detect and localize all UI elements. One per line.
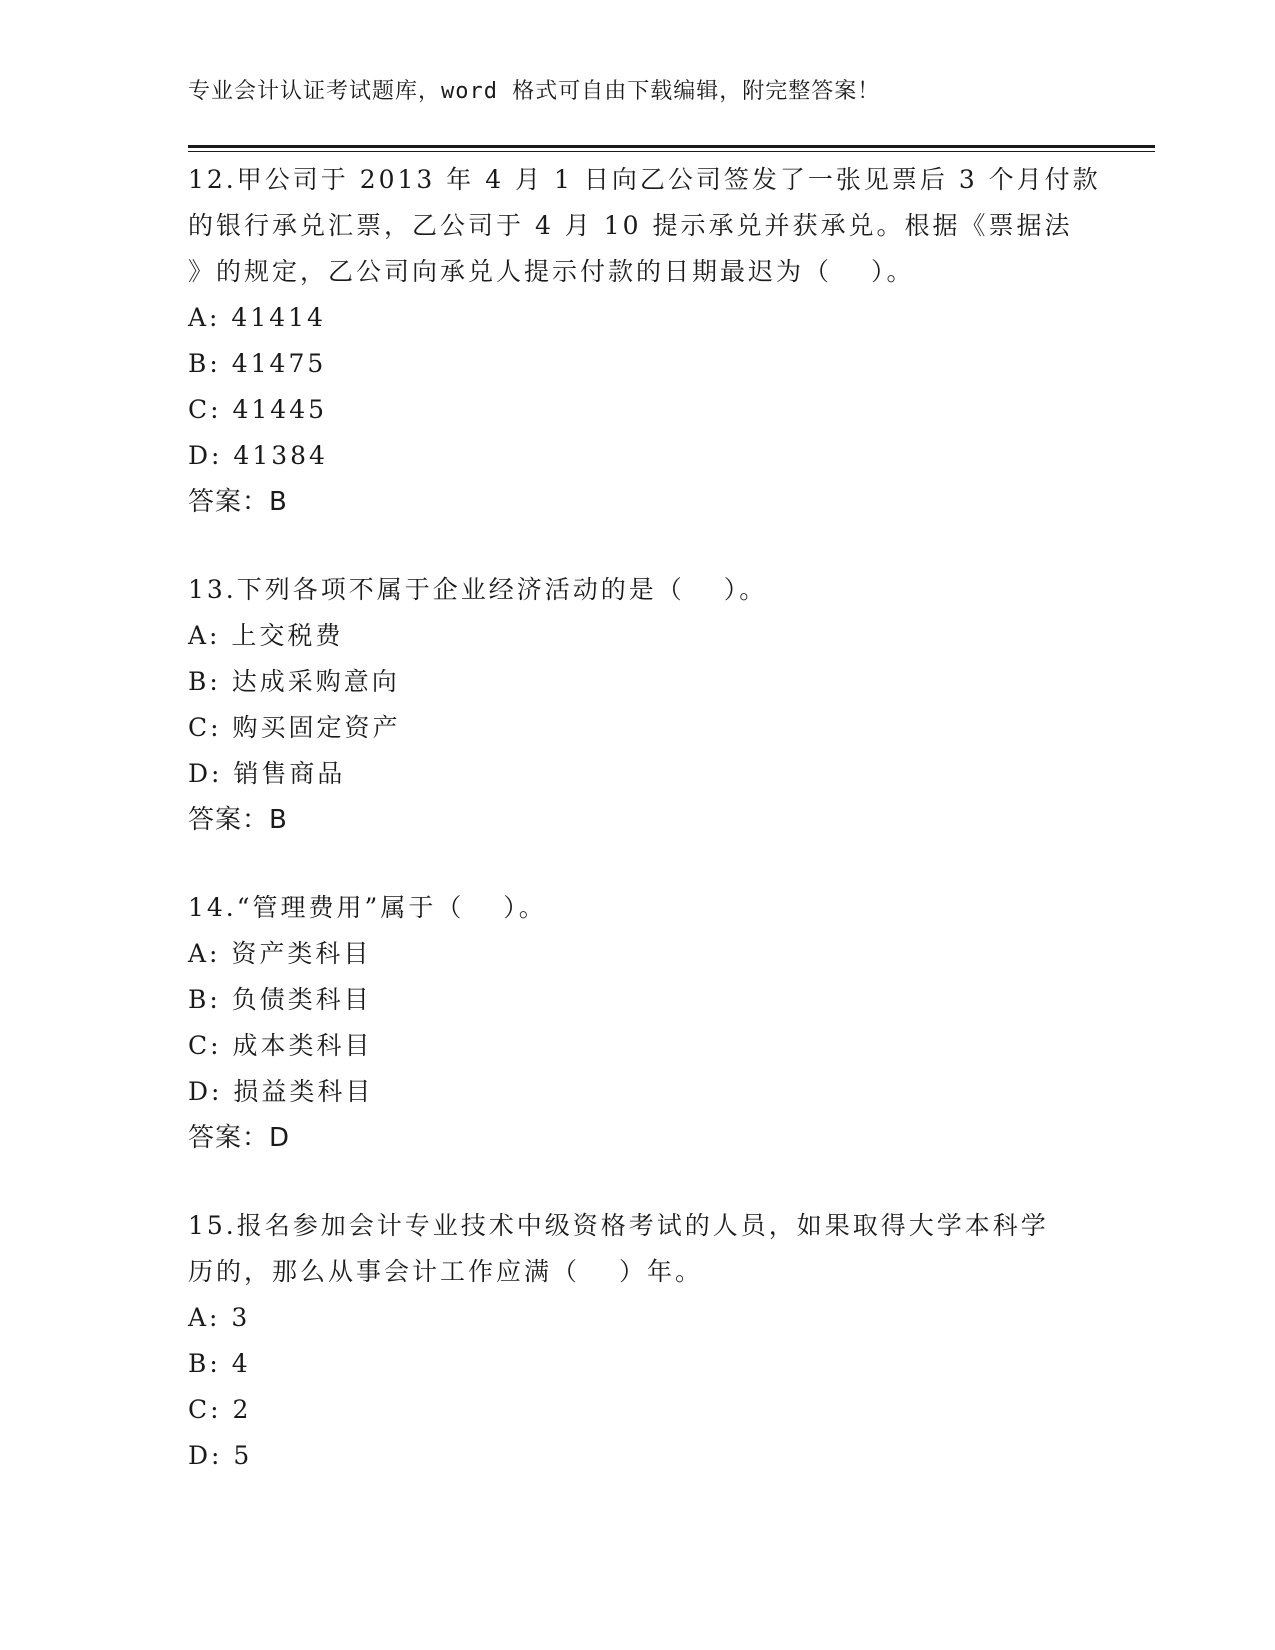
option-a: A: 上交税费 <box>188 621 344 650</box>
question-13 <box>188 567 1068 843</box>
option-a: A: 41414 <box>188 303 326 332</box>
option-b: B: 负债类科目 <box>188 985 372 1014</box>
option-c: C: 41445 <box>188 395 328 424</box>
question-list <box>188 157 1101 1521</box>
header-rule-thin <box>188 151 1155 152</box>
page-header: 专业会计认证考试题库，word 格式可自由下载编辑，附完整答案！ <box>188 79 881 104</box>
question-text-line: 14.“管理费用”属于（ ）。 <box>188 893 547 922</box>
question-text-line: 的银行承兑汇票，乙公司于 4 月 10 提示承兑并获承兑。根据《票据法 <box>188 211 1073 240</box>
question-text-line: 15.报名参加会计专业技术中级资格考试的人员，如果取得大学本科学 <box>188 1211 1049 1240</box>
option-c: C: 成本类科目 <box>188 1031 373 1060</box>
option-b: B: 41475 <box>188 349 327 378</box>
option-c: C: 2 <box>188 1395 252 1424</box>
option-d: D: 41384 <box>188 441 328 470</box>
option-a: A: 资产类科目 <box>188 939 372 968</box>
header-rule-thick <box>188 145 1155 148</box>
answer-label: 答案：D <box>188 1123 291 1153</box>
option-d: D: 5 <box>188 1441 253 1470</box>
option-c: C: 购买固定资产 <box>188 713 401 742</box>
option-d: D: 销售商品 <box>188 759 346 788</box>
question-text-line: 》的规定，乙公司向承兑人提示付款的日期最迟为（ ）。 <box>188 257 915 286</box>
option-d: D: 损益类科目 <box>188 1077 374 1106</box>
question-12 <box>188 157 1101 525</box>
question-text-line: 13.下列各项不属于企业经济活动的是（ ）。 <box>188 575 768 604</box>
question-14 <box>188 885 1068 1161</box>
option-a: A: 3 <box>188 1303 251 1332</box>
question-text-line: 历的，那么从事会计工作应满（ ）年。 <box>188 1257 703 1286</box>
answer-label: 答案：B <box>188 487 288 517</box>
option-b: B: 4 <box>188 1349 251 1378</box>
question-text-line: 12.甲公司于 2013 年 4 月 1 日向乙公司签发了一张见票后 3 个月付款 <box>188 165 1101 194</box>
option-b: B: 达成采购意向 <box>188 667 400 696</box>
answer-label: 答案：B <box>188 805 288 835</box>
question-15 <box>188 1203 1068 1479</box>
